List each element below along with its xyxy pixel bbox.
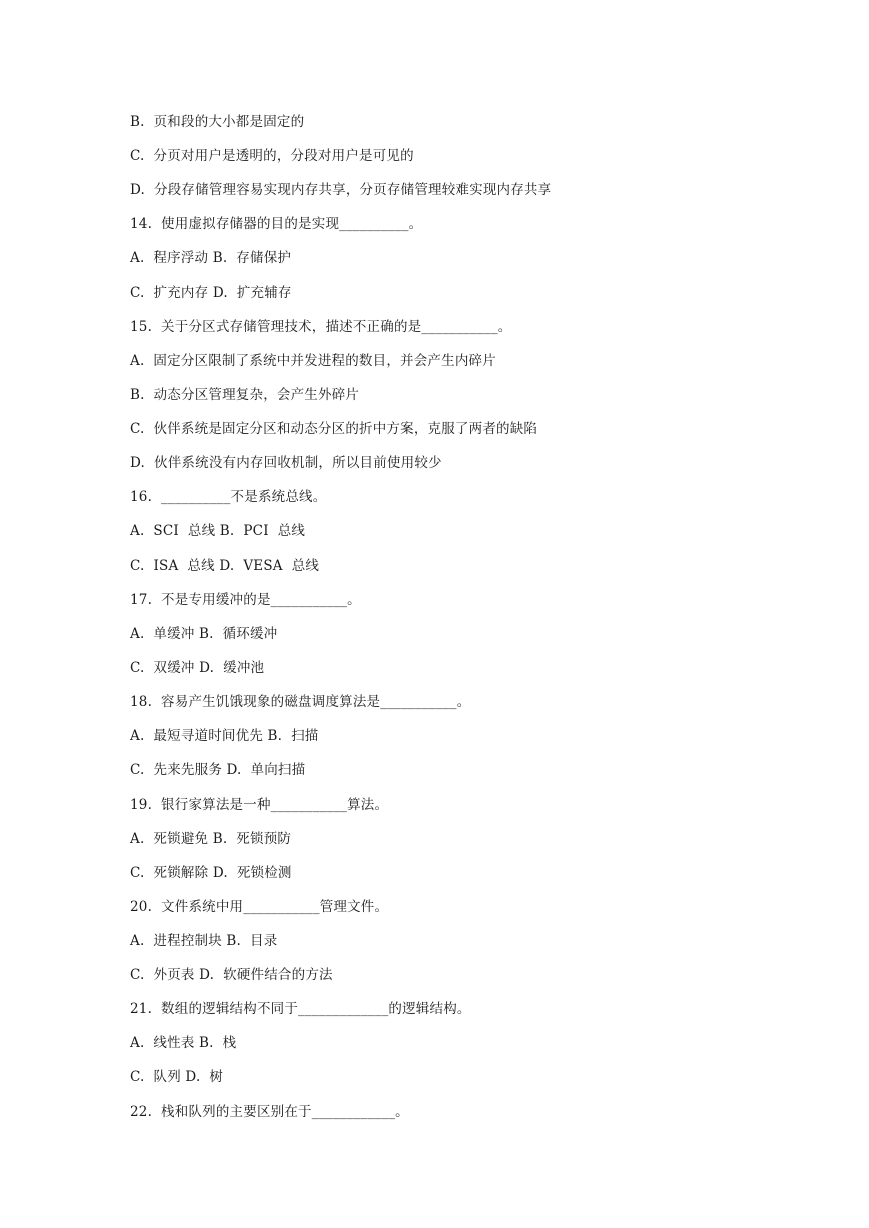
options-ab-q14: A. 程序浮动 B. 存储保护 [130, 250, 292, 266]
option-a-q15: A. 固定分区限制了系统中并发进程的数目，并会产生内碎片 [130, 353, 496, 369]
options-cd-q18: C. 先来先服务 D. 单向扫描 [130, 762, 306, 778]
options-cd-q19: C. 死锁解除 D. 死锁检测 [130, 865, 292, 881]
options-cd-q16: C. ISA 总线 D. VESA 总线 [130, 558, 320, 574]
option-b-q15: B. 动态分区管理复杂，会产生外碎片 [130, 387, 360, 403]
option-b-q13: B. 页和段的大小都是固定的 [130, 114, 305, 130]
options-ab-q16: A. SCI 总线 B. PCI 总线 [130, 523, 306, 539]
options-cd-q20: C. 外页表 D. 软硬件结合的方法 [130, 967, 333, 983]
question-19: 19. 银行家算法是一种___________算法。 [130, 797, 389, 813]
option-c-q15: C. 伙伴系统是固定分区和动态分区的折中方案，克服了两者的缺陷 [130, 421, 538, 437]
question-14: 14. 使用虚拟存储器的目的是实现__________。 [130, 216, 423, 232]
question-22: 22. 栈和队列的主要区别在于____________。 [130, 1104, 409, 1120]
options-cd-q21: C. 队列 D. 树 [130, 1069, 224, 1085]
options-ab-q20: A. 进程控制块 B. 目录 [130, 933, 278, 949]
question-21: 21. 数组的逻辑结构不同于_____________的逻辑结构。 [130, 1001, 471, 1017]
option-d-q13: D. 分段存储管理容易实现内存共享，分页存储管理较难实现内存共享 [130, 182, 552, 198]
options-ab-q17: A. 单缓冲 B. 循环缓冲 [130, 626, 278, 642]
options-cd-q17: C. 双缓冲 D. 缓冲池 [130, 660, 265, 676]
question-18: 18. 容易产生饥饿现象的磁盘调度算法是___________。 [130, 694, 471, 710]
option-d-q15: D. 伙伴系统没有内存回收机制，所以目前使用较少 [130, 455, 442, 471]
options-ab-q21: A. 线性表 B. 栈 [130, 1035, 237, 1051]
question-16: 16. __________不是系统总线。 [130, 489, 327, 505]
options-ab-q18: A. 最短寻道时间优先 B. 扫描 [130, 728, 319, 744]
options-cd-q14: C. 扩充内存 D. 扩充辅存 [130, 285, 292, 301]
option-c-q13: C. 分页对用户是透明的，分段对用户是可见的 [130, 148, 414, 164]
question-17: 17. 不是专用缓冲的是___________。 [130, 592, 361, 608]
options-ab-q19: A. 死锁避免 B. 死锁预防 [130, 831, 292, 847]
question-15: 15. 关于分区式存储管理技术，描述不正确的是___________。 [130, 319, 512, 335]
question-20: 20. 文件系统中用___________管理文件。 [130, 899, 389, 915]
